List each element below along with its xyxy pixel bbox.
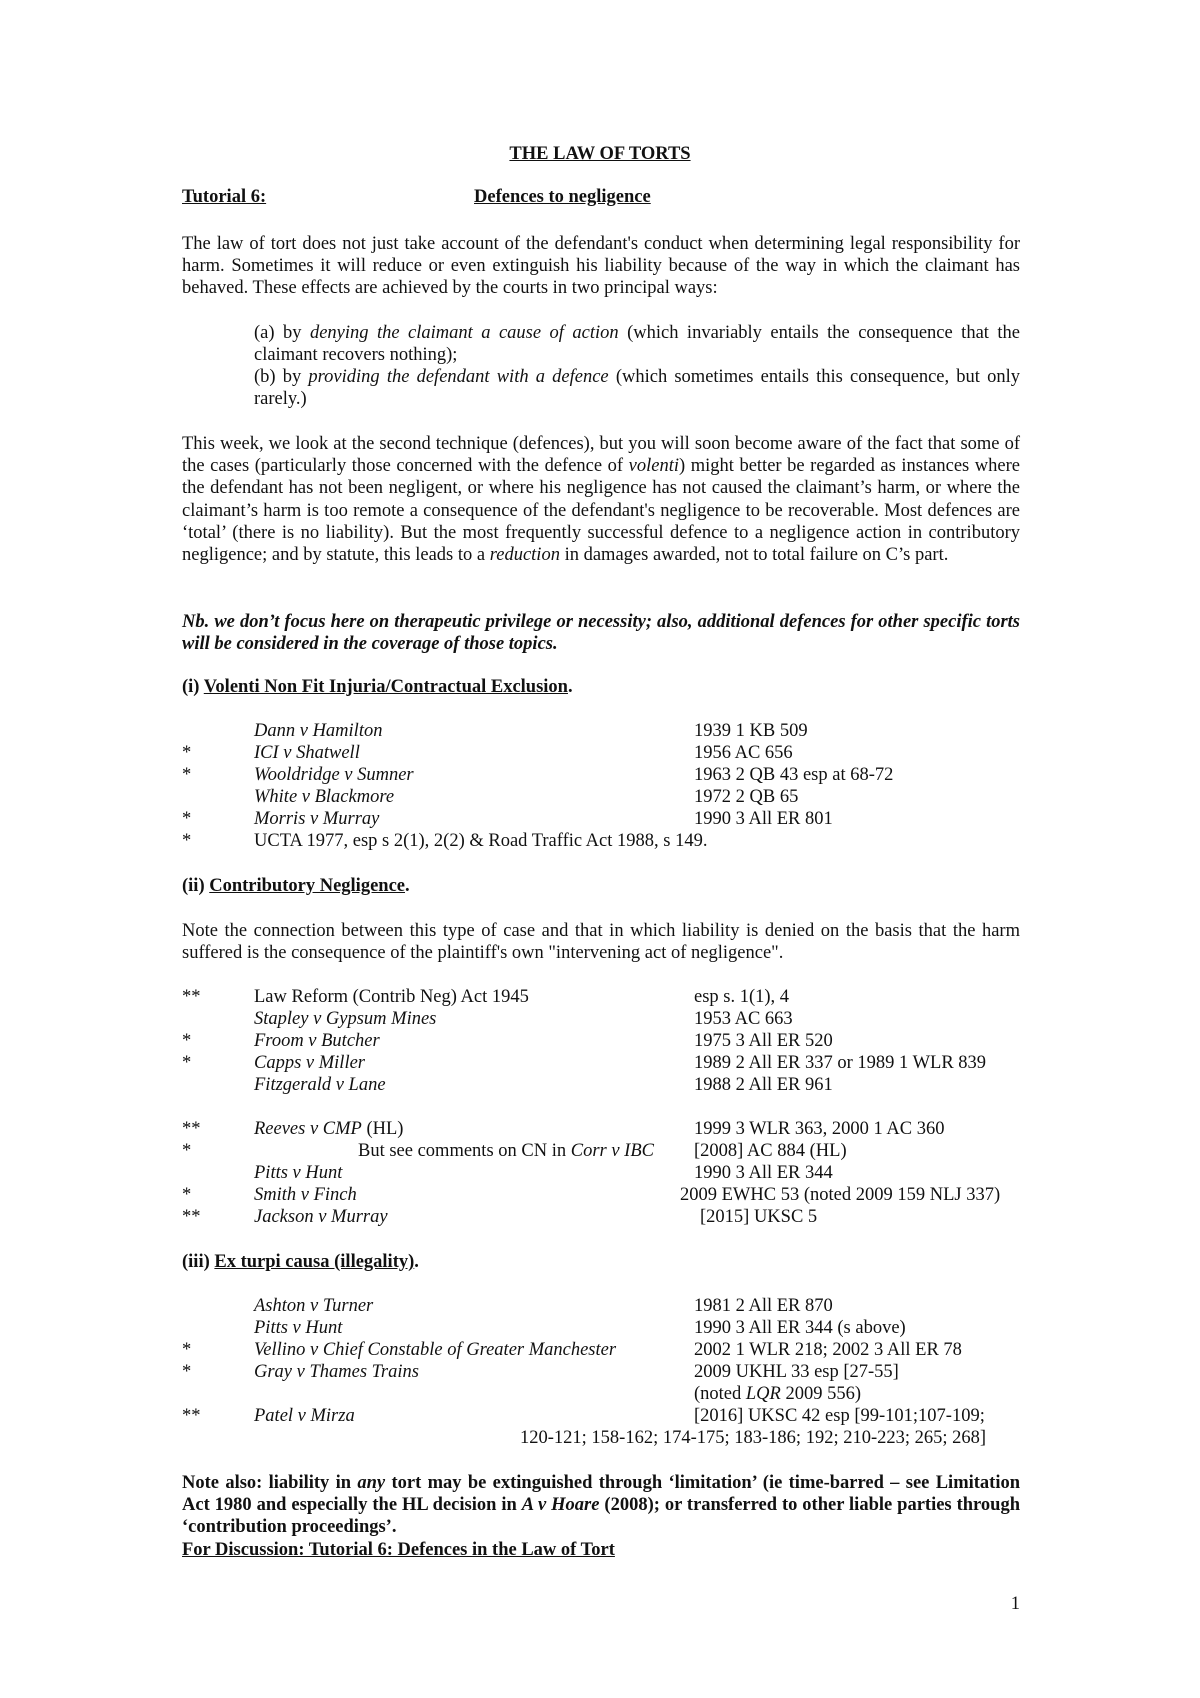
case-marker: * bbox=[182, 1053, 192, 1073]
case-name: Gray v Thames Trains bbox=[254, 1362, 419, 1382]
case-row bbox=[182, 1317, 1022, 1339]
case-name: Morris v Murray bbox=[254, 809, 380, 829]
case-marker: * bbox=[182, 1340, 192, 1360]
case-row-jackson: ** Jackson v Murray [2015] UKSC 5 bbox=[182, 1207, 818, 1227]
case-marker: * bbox=[182, 743, 192, 763]
case-name: Capps v Miller bbox=[254, 1053, 365, 1073]
case-citation: 1953 AC 663 bbox=[694, 1009, 793, 1029]
case-citation: 1956 AC 656 bbox=[694, 743, 793, 763]
case-citation: 1990 3 All ER 344 (s above) bbox=[694, 1318, 906, 1338]
case-name: Stapley v Gypsum Mines bbox=[254, 1009, 437, 1029]
case-row-corr: * But see comments on CN in Corr v IBC [2008] AC 884 (HL) bbox=[182, 1141, 847, 1161]
case-row bbox=[182, 742, 1022, 764]
case-name: Fitzgerald v Lane bbox=[254, 1075, 386, 1095]
case-citation: 1988 2 All ER 961 bbox=[694, 1075, 833, 1095]
case-row bbox=[182, 1030, 1022, 1052]
case-citation: 1972 2 QB 65 bbox=[694, 787, 799, 807]
this-week-paragraph: This week, we look at the second technique (defences), but you will soon become aware of the fact that some of the cases (particularly those concerned with the defence of volenti) might better be regarded as instances where the defendant has not been negligent, or where his negligence has not caused the claimant’s harm, or where the claimant’s harm is too remote a consequence of the defendant's negligence to be recoverable. Most defences are ‘total’ (there is no liability). But the most frequently successful defence to a negligence action in contributory negligence; and by statute, this leads to a reduction in damages awarded, not to total failure on C’s part. bbox=[182, 434, 1020, 566]
case-row bbox=[182, 1295, 1022, 1317]
patel-continuation: 120-121; 158-162; 174-175; 183-186; 192; 210-223; 265; 268] bbox=[520, 1428, 987, 1448]
case-name: Froom v Butcher bbox=[254, 1031, 380, 1051]
case-row bbox=[182, 764, 1022, 786]
section-heading-contributory: (ii) Contributory Negligence. bbox=[182, 876, 410, 896]
case-marker: * bbox=[182, 765, 192, 785]
case-row bbox=[182, 786, 1022, 808]
law-reform-row: ** Law Reform (Contrib Neg) Act 1945 esp s. 1(1), 4 bbox=[182, 987, 790, 1007]
section-heading-illegality: (iii) Ex turpi causa (illegality). bbox=[182, 1252, 419, 1272]
case-row bbox=[182, 1052, 1022, 1074]
case-row bbox=[182, 1074, 1022, 1096]
case-row-patel: ** Patel v Mirza [2016] UKSC 42 esp [99-101;107-109; bbox=[182, 1406, 985, 1426]
ucta-row: * UCTA 1977, esp s 2(1), 2(2) & Road Traffic Act 1988, s 149. bbox=[182, 831, 708, 851]
case-marker: * bbox=[182, 1031, 192, 1051]
tutorial-label: Tutorial 6: bbox=[182, 187, 267, 207]
tutorial-heading bbox=[182, 186, 651, 208]
case-citation: 1975 3 All ER 520 bbox=[694, 1031, 833, 1051]
case-name: White v Blackmore bbox=[254, 787, 395, 807]
case-citation: 1981 2 All ER 870 bbox=[694, 1296, 833, 1316]
case-row-pitts: Pitts v Hunt 1990 3 All ER 344 bbox=[254, 1163, 833, 1183]
case-row bbox=[182, 1008, 1022, 1030]
case-row bbox=[182, 1361, 1022, 1383]
discussion-heading: For Discussion: Tutorial 6: Defences in the Law of Tort bbox=[182, 1540, 615, 1560]
case-citation: 2009 UKHL 33 esp [27-55] bbox=[694, 1362, 899, 1382]
intro-paragraph: The law of tort does not just take account of the defendant's conduct when determining legal responsibility for harm. Sometimes it will reduce or even extinguish his liability because of the way in which the claimant has behaved. These effects are achieved by the courts in two principal ways: bbox=[182, 234, 1020, 299]
gray-note-row: (noted LQR 2009 556) bbox=[694, 1384, 862, 1404]
case-name: Pitts v Hunt bbox=[254, 1318, 343, 1338]
case-name: Wooldridge v Sumner bbox=[254, 765, 414, 785]
case-row bbox=[182, 1339, 1022, 1361]
section-heading-volenti: (i) Volenti Non Fit Injuria/Contractual Exclusion. bbox=[182, 677, 573, 697]
case-row-smith: * Smith v Finch 2009 EWHC 53 (noted 2009 159 NLJ 337) bbox=[182, 1185, 1001, 1205]
case-marker: * bbox=[182, 1362, 192, 1382]
case-name: ICI v Shatwell bbox=[254, 743, 360, 763]
way-a: (a) by denying the claimant a cause of action (which invariably entails the consequence that the claimant recovers nothing); bbox=[254, 323, 1020, 366]
case-citation: 1990 3 All ER 801 bbox=[694, 809, 833, 829]
case-row-reeves: ** Reeves v CMP (HL) 1999 3 WLR 363, 2000 1 AC 360 bbox=[182, 1119, 945, 1139]
case-citation: 1989 2 All ER 337 or 1989 1 WLR 839 bbox=[694, 1053, 987, 1073]
case-citation: 2002 1 WLR 218; 2002 3 All ER 78 bbox=[694, 1340, 962, 1360]
page-number: 1 bbox=[1010, 1594, 1020, 1614]
tutorial-topic: Defences to negligence bbox=[474, 187, 651, 207]
case-name: Ashton v Turner bbox=[254, 1296, 374, 1316]
contributory-note: Note the connection between this type of case and that in which liability is denied on the basis that the harm suffered is the consequence of the plaintiff's own "intervening act of negligence". bbox=[182, 921, 1020, 964]
case-name: Vellino v Chief Constable of Greater Manchester bbox=[254, 1340, 617, 1360]
case-row bbox=[182, 808, 1022, 830]
case-name: Dann v Hamilton bbox=[254, 721, 383, 741]
way-b: (b) by providing the defendant with a defence (which sometimes entails this consequence, but only rarely.) bbox=[254, 367, 1020, 410]
case-row bbox=[182, 720, 1022, 742]
note-also-paragraph: Note also: liability in any tort may be extinguished through ‘limitation’ (ie time-barred – see Limitation Act 1980 and especially the HL decision in A v Hoare (2008); or transferred to other liable parties through ‘contribution proceedings’. bbox=[182, 1473, 1021, 1538]
nb-note: Nb. we don’t focus here on therapeutic privilege or necessity; also, additional defences for other specific torts will be considered in the coverage of those topics. bbox=[182, 612, 1020, 655]
case-citation: 1963 2 QB 43 esp at 68-72 bbox=[694, 765, 894, 785]
case-citation: 1939 1 KB 509 bbox=[694, 721, 808, 741]
case-marker: * bbox=[182, 809, 192, 829]
document-title: THE LAW OF TORTS bbox=[509, 144, 691, 164]
